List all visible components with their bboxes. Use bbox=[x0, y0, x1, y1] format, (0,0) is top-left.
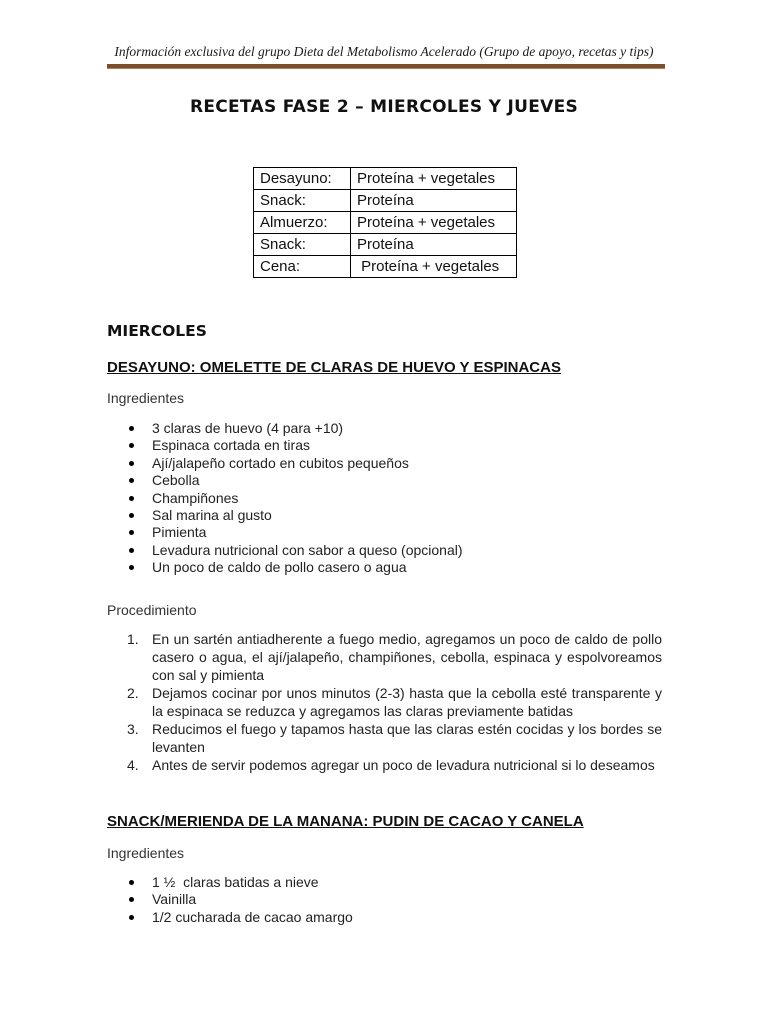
list-item: Espinaca cortada en tiras bbox=[107, 437, 463, 454]
list-item: 1 ½ claras batidas a nieve bbox=[107, 874, 353, 891]
table-row bbox=[254, 234, 517, 256]
meal-content: Proteína + vegetales bbox=[351, 256, 517, 278]
list-item: Levadura nutricional con sabor a queso (opcional) bbox=[107, 542, 463, 559]
day-heading: MIERCOLES bbox=[107, 322, 207, 340]
list-item: Dejamos cocinar por unos minutos (2-3) hasta que la cebolla esté transparente y la espinaca se reduzca y agregamos las claras previamente batidas bbox=[152, 685, 662, 719]
list-item: En un sartén antiadherente a fuego medio, agregamos un poco de caldo de pollo casero o agua, el ají/jalapeño, champiñones, cebolla, espinaca y espolvoreamos con sal y pimienta bbox=[152, 631, 662, 683]
header-divider bbox=[107, 64, 665, 69]
meal-name: Desayuno: bbox=[254, 168, 351, 190]
list-item: Antes de servir podemos agregar un poco de levadura nutricional si lo deseamos bbox=[152, 757, 655, 773]
meal-content: Proteína + vegetales bbox=[351, 168, 517, 190]
list-item: 1/2 cucharada de cacao amargo bbox=[107, 909, 353, 926]
page-title: RECETAS FASE 2 – MIERCOLES Y JUEVES bbox=[189, 97, 579, 117]
meal-name: Almuerzo: bbox=[254, 212, 351, 234]
table-row bbox=[254, 256, 517, 278]
meal-name: Snack: bbox=[254, 190, 351, 212]
meal-plan-table bbox=[253, 167, 517, 278]
meal-name: Snack: bbox=[254, 234, 351, 256]
ingredients-label: Ingredientes bbox=[107, 390, 185, 406]
list-item: Sal marina al gusto bbox=[107, 507, 463, 524]
snack-heading: SNACK/MERIENDA DE LA MANANA: PUDIN DE CACAO Y CANELA bbox=[107, 813, 584, 830]
meal-name: Cena: bbox=[254, 256, 351, 278]
ingredients-label: Ingredientes bbox=[107, 845, 185, 861]
list-item: Un poco de caldo de pollo casero o agua bbox=[107, 559, 463, 576]
list-item: Vainilla bbox=[107, 891, 353, 908]
list-item: Pimienta bbox=[107, 524, 463, 541]
snack-ingredients-list bbox=[107, 874, 353, 926]
list-item: Reducimos el fuego y tapamos hasta que las claras estén cocidas y los bordes se levanten bbox=[152, 721, 662, 755]
table-row bbox=[254, 212, 517, 234]
list-item: Champiñones bbox=[107, 490, 463, 507]
breakfast-steps-list bbox=[107, 630, 662, 774]
meal-content: Proteína + vegetales bbox=[351, 212, 517, 234]
breakfast-heading: DESAYUNO: OMELETTE DE CLARAS DE HUEVO Y ESPINACAS bbox=[107, 359, 561, 376]
procedure-label: Procedimiento bbox=[107, 602, 197, 618]
document-header: Información exclusiva del grupo Dieta del Metabolismo Acelerado (Grupo de apoyo, recetas y tips) bbox=[114, 44, 654, 59]
list-item: Ají/jalapeño cortado en cubitos pequeños bbox=[107, 455, 463, 472]
meal-content: Proteína bbox=[351, 190, 517, 212]
table-row bbox=[254, 168, 517, 190]
list-item: Cebolla bbox=[107, 472, 463, 489]
table-row bbox=[254, 190, 517, 212]
list-item: 3 claras de huevo (4 para +10) bbox=[107, 420, 463, 437]
meal-content: Proteína bbox=[351, 234, 517, 256]
breakfast-ingredients-list bbox=[107, 420, 463, 577]
